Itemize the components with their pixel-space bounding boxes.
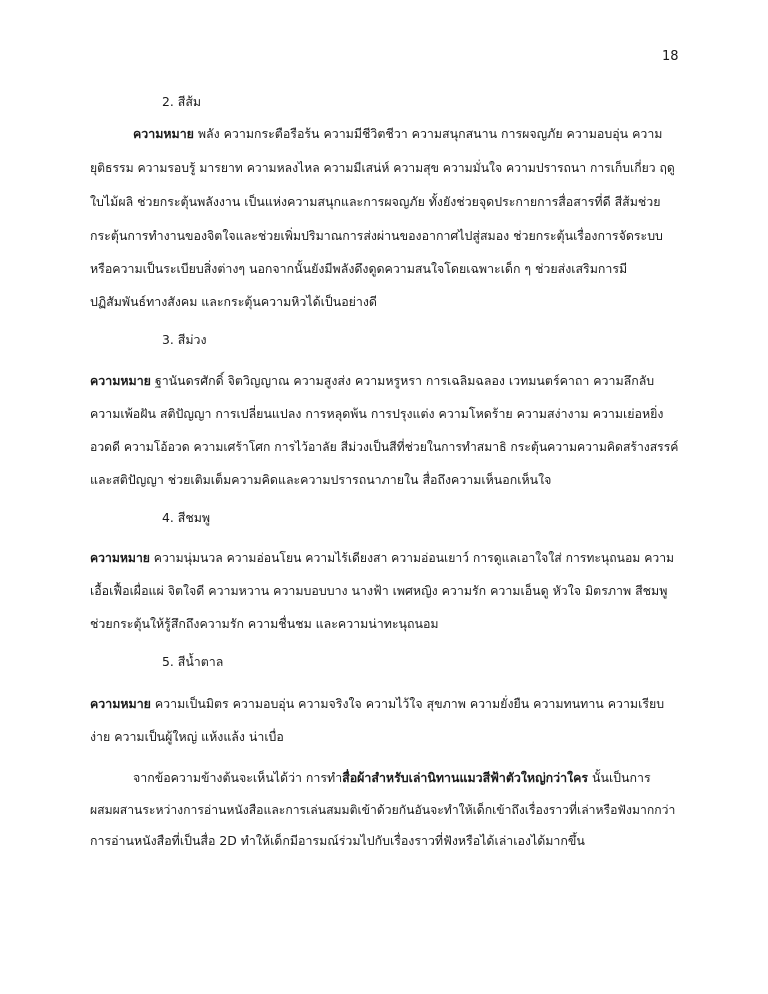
section-pink-line-1: [90, 548, 674, 568]
section-purple-line-2: ความเพ้อฝัน สติปัญญา การเปลี่ยนแปลง การหลุดพ้น การปรุงแต่ง ความโหดร้าย ความสง่างาม ความเย่อหยิ่ง: [90, 406, 664, 421]
term-label: ความหมาย: [90, 551, 150, 565]
text-span: ฐานันดรศักดิ์ จิตวิญญาณ ความสูงส่ง ความหรูหรา การเฉลิมฉลอง เวทมนตร์คาถา ความลึกลับ: [150, 373, 655, 388]
conclusion-line-1: [133, 768, 651, 788]
section-purple-line-1: [90, 371, 654, 391]
term-label: ความหมาย: [90, 373, 151, 388]
term-label: ความหมาย: [133, 126, 194, 141]
section-heading-brown: 5. สีน้ำตาล: [162, 654, 224, 669]
section-brown-line-1: [90, 694, 664, 714]
section-orange-line-2: ยุติธรรม ความรอบรู้ มารยาท ความหลงไหล ความมีเสน่ห์ ความสุข ความมั่นใจ ความปรารถนา การเก็บเกี่ยว ฤดู: [90, 161, 675, 175]
text-span: จากข้อความข้างต้นจะเห็นได้ว่า การทำ: [133, 770, 343, 785]
term-label: ความหมาย: [90, 696, 151, 711]
section-pink-line-2: เอื้อเฟื้อเผื่อแผ่ จิตใจดี ความหวาน ความบอบบาง นางฟ้า เพศหญิง ความรัก ความเอ็นดู หัวใจ มิตรภาพ สีชมพู: [90, 583, 668, 598]
text-span: ความเป็นมิตร ความอบอุ่น ความจริงใจ ความไว้ใจ สุขภาพ ความยั่งยืน ความทนทาน ความเรียบ: [150, 696, 665, 711]
section-orange-line-6: ปฏิสัมพันธ์ทางสังคม และกระตุ้นความหิวได้เป็นอย่างดี: [90, 294, 377, 309]
section-purple-line-4: และสติปัญญา ช่วยเติมเต็มความคิดและความปรารถนาภายใน สื่อถึงความเห็นอกเห็นใจ: [90, 472, 552, 487]
conclusion-line-3: การอ่านหนังสือที่เป็นสื่อ 2D ทำให้เด็กมีอารมณ์ร่วมไปกับเรื่องราวที่ฟังหรือได้เล่าเองได้มากขึ้น: [90, 833, 585, 848]
book-title: สื่อผ้าสำหรับเล่านิทานแมวสีฟ้าตัวใหญ่กว่าใคร: [342, 770, 589, 785]
text-span: พลัง ความกระตือรือร้น ความมีชีวิตชีวา ความสนุกสนาน การผจญภัย ความอบอุ่น ความ: [193, 126, 663, 141]
section-pink-line-3: ช่วยกระตุ้นให้รู้สึกถึงความรัก ความชื่นชม และความน่าทะนุถนอม: [90, 616, 439, 631]
section-orange-line-1: [133, 124, 662, 144]
section-purple-line-3: อวดดี ความโอ้อวด ความเศร้าโศก การไว้อาลัย สีม่วงเป็นสีที่ช่วยในการทำสมาธิ กระตุ้นความความคิดสร้างสรรค์: [90, 440, 679, 454]
section-orange-line-5: หรือความเป็นระเบียบสิ่งต่างๆ นอกจากนั้นยังมีพลังดึงดูดความสนใจโดยเฉพาะเด็ก ๆ ช่วยส่งเสริมการมี: [90, 261, 628, 276]
conclusion-line-2: ผสมผสานระหว่างการอ่านหนังสือและการเล่นสมมติเข้าด้วยกันอันจะทำให้เด็กเข้าถึงเรื่องราวที่เล่าหรือฟังมากกว่า: [90, 803, 676, 817]
section-heading-purple: 3. สีม่วง: [162, 332, 207, 347]
section-heading-pink: 4. สีชมพู: [162, 510, 211, 525]
page-number: 18: [662, 49, 679, 64]
section-heading-orange: 2. สีส้ม: [162, 94, 202, 109]
section-orange-line-3: ใบไม้ผลิ ช่วยกระตุ้นพลังงาน เป็นแห่งความสนุกและการผจญภัย ทั้งยังช่วยจุดประกายการสื่อสารที่ดี สีส้มช่วย: [90, 194, 661, 209]
text-span: นั้นเป็นการ: [588, 770, 651, 785]
text-span: ความนุ่มนวล ความอ่อนโยน ความไร้เดียงสา ความอ่อนเยาว์ การดูแลเอาใจใส่ การทะนุถนอม ความ: [149, 551, 675, 565]
section-brown-line-2: ง่าย ความเป็นผู้ใหญ่ แห้งแล้ง น่าเบื่อ: [90, 729, 284, 744]
section-orange-line-4: กระตุ้นการทำงานของจิตใจและช่วยเพิ่มปริมาณการส่งผ่านของอากาศไปสู่สมอง ช่วยกระตุ้นเรื่องการจัดระบบ: [90, 228, 663, 243]
